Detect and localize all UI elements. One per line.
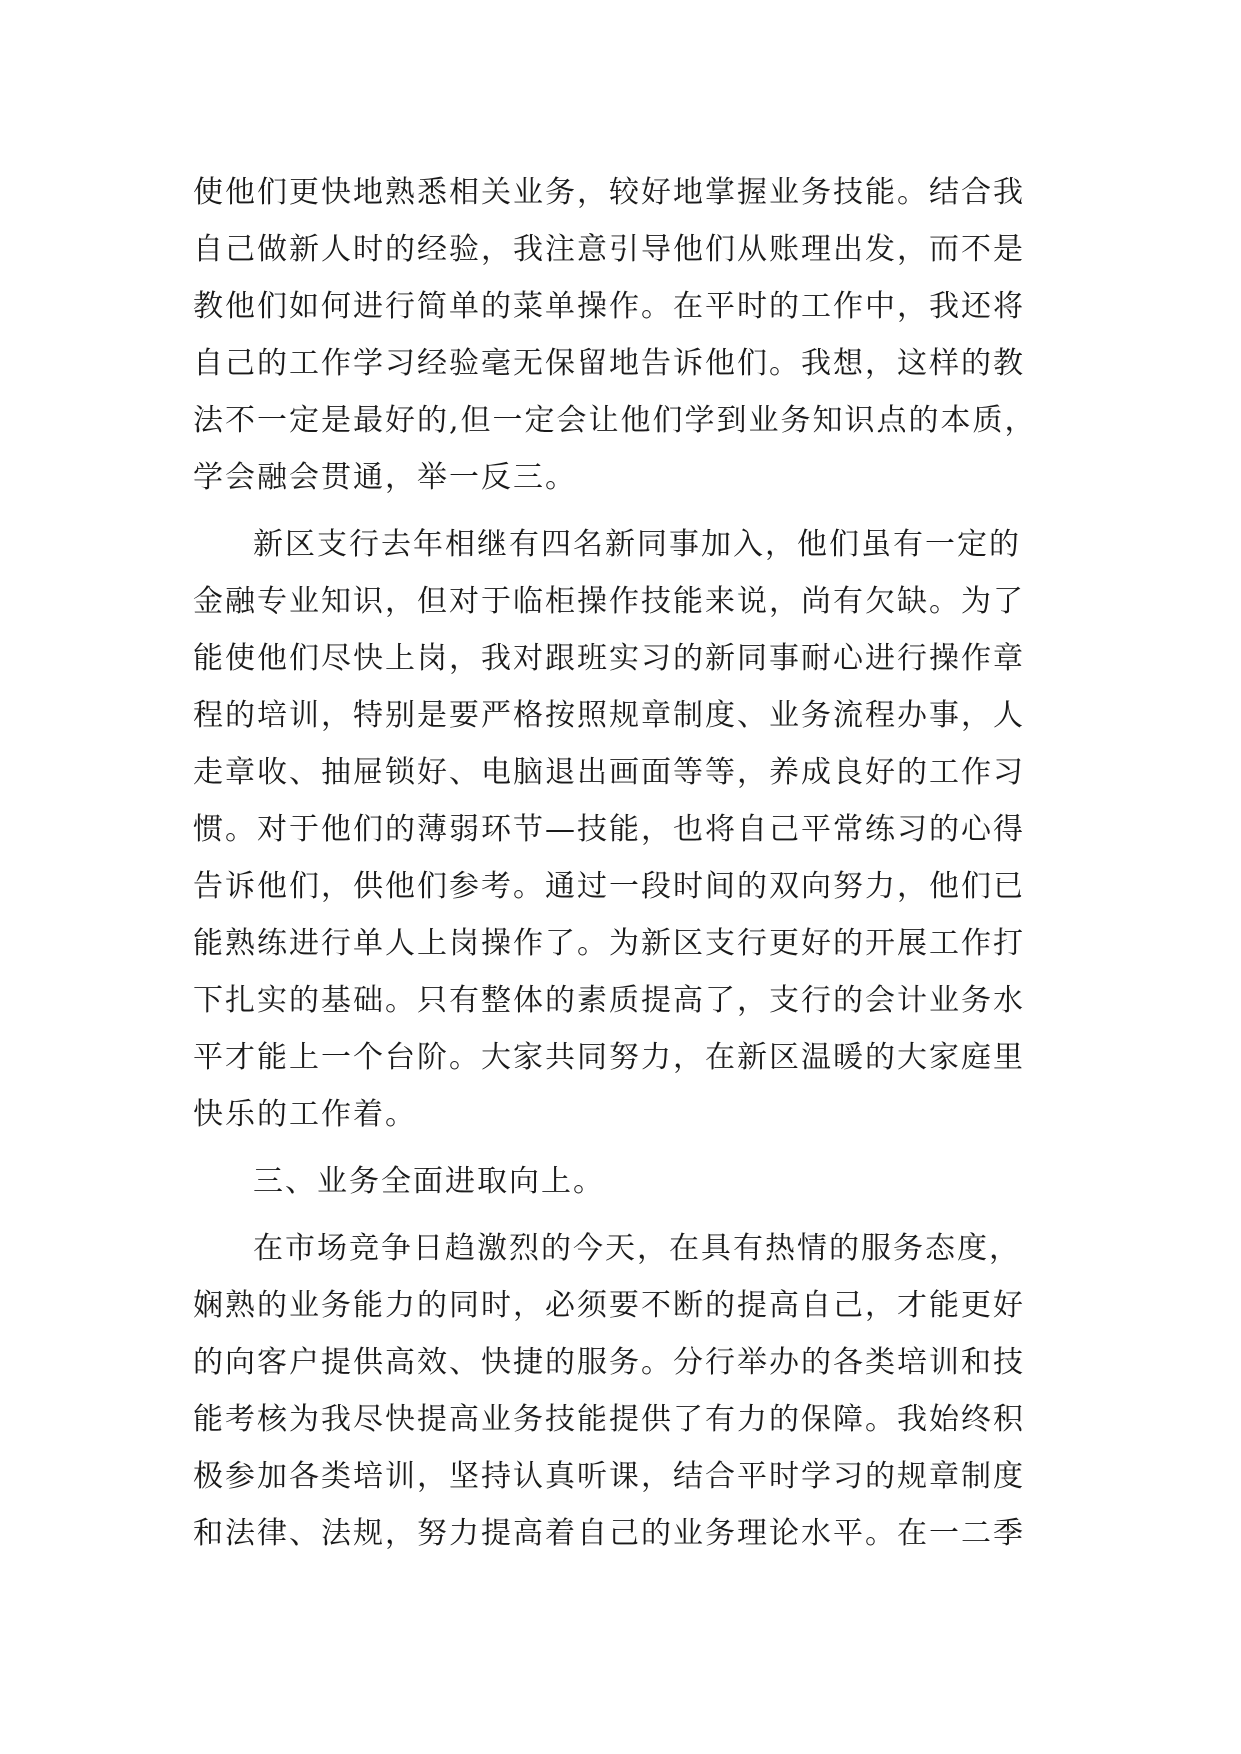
text-line: 走章收、抽屉锁好、电脑退出画面等等，养成良好的工作习 bbox=[193, 755, 1025, 790]
text-line: 下扎实的基础。只有整体的素质提高了，支行的会计业务水 bbox=[193, 983, 1025, 1018]
text-line: 金融专业知识，但对于临柜操作技能来说，尚有欠缺。为了 bbox=[193, 584, 1025, 619]
text-line: 快乐的工作着。 bbox=[193, 1097, 417, 1132]
text-line: 法不一定是最好的,但一定会让他们学到业务知识点的本质， bbox=[193, 403, 1037, 438]
paragraph bbox=[193, 164, 1073, 506]
section-heading bbox=[193, 1153, 1073, 1210]
text-line: 能使他们尽快上岗，我对跟班实习的新同事耐心进行操作章 bbox=[193, 641, 1025, 676]
text-line: 的向客户提供高效、快捷的服务。分行举办的各类培训和技 bbox=[193, 1345, 1025, 1380]
text-line: 教他们如何进行简单的菜单操作。在平时的工作中，我还将 bbox=[193, 289, 1025, 324]
text-line: 告诉他们，供他们参考。通过一段时间的双向努力，他们已 bbox=[193, 869, 1025, 904]
document-body bbox=[193, 164, 1073, 1562]
text-line: 娴熟的业务能力的同时，必须要不断的提高自己，才能更好 bbox=[193, 1288, 1025, 1323]
text-line: 新区支行去年相继有四名新同事加入，他们虽有一定的 bbox=[253, 527, 1021, 562]
paragraph bbox=[193, 516, 1073, 1143]
text-line: 自己的工作学习经验毫无保留地告诉他们。我想，这样的教 bbox=[193, 346, 1025, 381]
text-line: 能考核为我尽快提高业务技能提供了有力的保障。我始终积 bbox=[193, 1402, 1025, 1437]
text-line: 和法律、法规，努力提高着自己的业务理论水平。在一二季 bbox=[193, 1516, 1025, 1551]
text-line: 自己做新人时的经验，我注意引导他们从账理出发，而不是 bbox=[193, 232, 1025, 267]
text-line: 三、业务全面进取向上。 bbox=[253, 1164, 605, 1199]
text-line: 极参加各类培训，坚持认真听课，结合平时学习的规章制度 bbox=[193, 1459, 1025, 1494]
text-line: 惯。对于他们的薄弱环节—技能，也将自己平常练习的心得 bbox=[193, 812, 1025, 847]
text-line: 程的培训，特别是要严格按照规章制度、业务流程办事，人 bbox=[193, 698, 1025, 733]
text-line: 在市场竞争日趋激烈的今天，在具有热情的服务态度， bbox=[253, 1231, 1021, 1266]
text-line: 使他们更快地熟悉相关业务，较好地掌握业务技能。结合我 bbox=[193, 175, 1025, 210]
text-line: 平才能上一个台阶。大家共同努力，在新区温暖的大家庭里 bbox=[193, 1040, 1025, 1075]
text-line: 能熟练进行单人上岗操作了。为新区支行更好的开展工作打 bbox=[193, 926, 1025, 961]
text-line: 学会融会贯通，举一反三。 bbox=[193, 460, 577, 495]
paragraph bbox=[193, 1220, 1073, 1562]
